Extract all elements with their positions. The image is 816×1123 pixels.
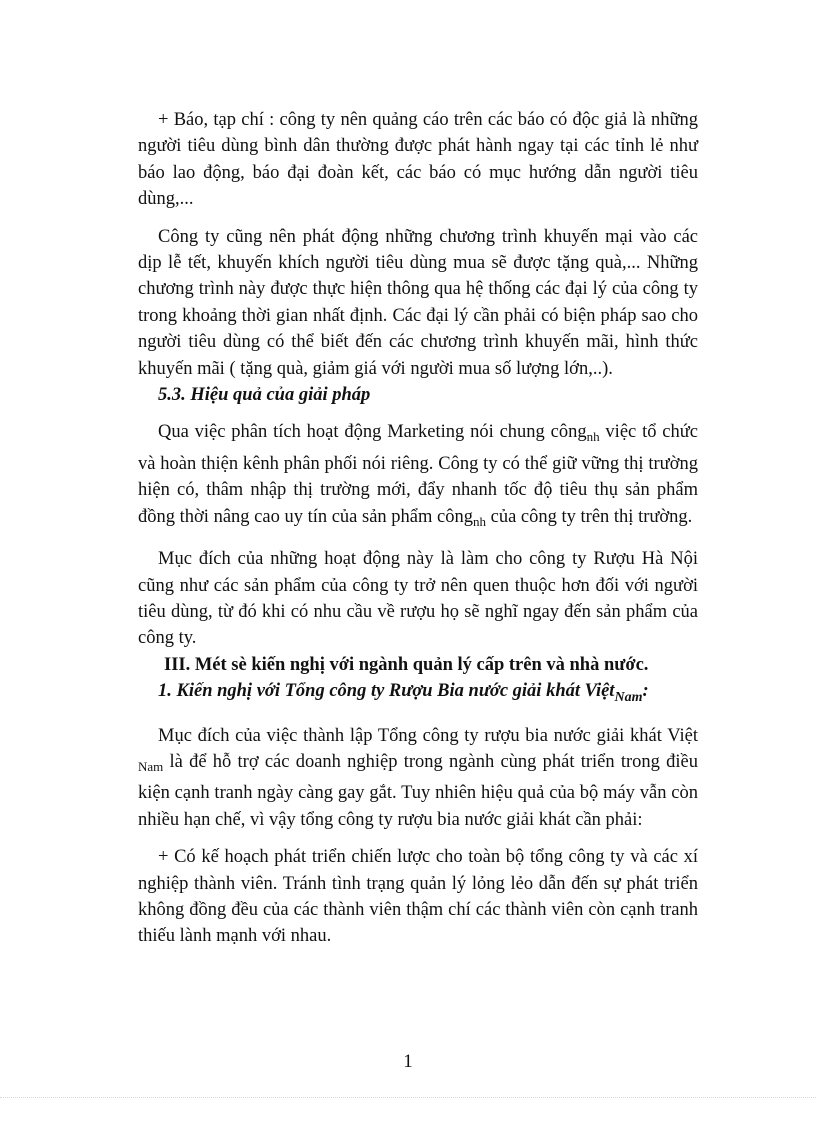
- paragraph-corporation-part1: Mục đích của việc thành lập Tổng công ty rượu bia nước giải khát Việt: [158, 725, 698, 746]
- subscript-fragment: nh: [473, 513, 486, 529]
- paragraph-marketing-part3: của công ty trên thị trường.: [486, 506, 693, 527]
- heading-section-iii: III. Mét sè kiến nghị với ngành quản lý cấp trên và nhà nước.: [164, 654, 649, 675]
- paragraph-strategy-plan: + Có kế hoạch phát triển chiến lược cho toàn bộ tổng công ty và các xí nghiệp thành viên. Tránh tình trạng quản lý lỏng lẻo dẫn đến sự phát triển không đồng đều của các thành viên thậm chí các thành viên còn cạnh tranh thiếu lành mạnh với nhau.: [138, 847, 698, 947]
- heading-5-3: 5.3. Hiệu quả của giải pháp: [158, 385, 371, 406]
- paragraph-promotions: Công ty cũng nên phát động những chương trình khuyến mại vào các dịp lễ tết, khuyến khích người tiêu dùng mua sẽ được tặng quà,... Những chương trình này được thực hiện thông qua hệ thống các đại lý của công ty trong khoảng thời gian nhất định. Các đại lý cần phải có biện pháp sao cho người tiêu dùng có thể biết đến các chương trình khuyến mãi, hình thức khuyến mãi ( tặng quà, giảm giá với người mua số lượng lớn,..).: [138, 226, 698, 379]
- footer-divider: [0, 1097, 816, 1098]
- paragraph-corporation-purpose: [138, 723, 698, 834]
- paragraph-marketing-part1: Qua việc phân tích hoạt động Marketing nói chung công: [158, 422, 587, 443]
- heading-1-main: 1. Kiến nghị với Tổng công ty Rượu Bia nước giải khát Việt: [158, 681, 615, 702]
- subscript-fragment: Nam: [138, 758, 164, 774]
- subscript-fragment: nh: [586, 429, 600, 445]
- page-number: 1: [403, 1051, 413, 1072]
- paragraph-purpose: Mục đích của những hoạt động này là làm cho công ty Rượu Hà Nội cũng như các sản phẩm của công ty trở nên quen thuộc hơn đối với người tiêu dùng, từ đó khi có nhu cầu về rượu họ sẽ nghĩ ngay đến sản phẩm của công ty.: [138, 549, 698, 649]
- heading-1-colon: :: [642, 681, 649, 702]
- heading-1-recommendation: [138, 678, 698, 711]
- heading-1-subscript: Nam: [614, 690, 643, 706]
- paragraph-marketing-analysis: [138, 419, 698, 535]
- paragraph-corporation-part2: là để hỗ trợ các doanh nghiệp trong ngành cùng phát triển trong điều kiện cạnh tranh ngày càng gay gắt. Tuy nhiên hiệu quả của bộ máy vẫn còn nhiều hạn chế, vì vậy tổng công ty rượu bia nước giải khát cần phải:: [138, 751, 698, 830]
- paragraph-marketing-part2: việc tổ chức và hoàn thiện kênh phân phối nói riêng. Công ty có thể giữ vững thị trường hiện có, thâm nhập thị trường mới, đẩy nhanh tốc độ tiêu thụ sản phẩm đồng thời nâng cao uy tín của sản phẩm công: [138, 422, 699, 527]
- paragraph-newspapers: + Báo, tạp chí : công ty nên quảng cáo trên các báo có độc giả là những người tiêu dùng bình dân thường được phát hành ngay tại các tỉnh lẻ như báo lao động, báo đại đoàn kết, các báo có mục hướng dẫn người tiêu dùng,...: [138, 110, 698, 210]
- page-content: [138, 107, 698, 950]
